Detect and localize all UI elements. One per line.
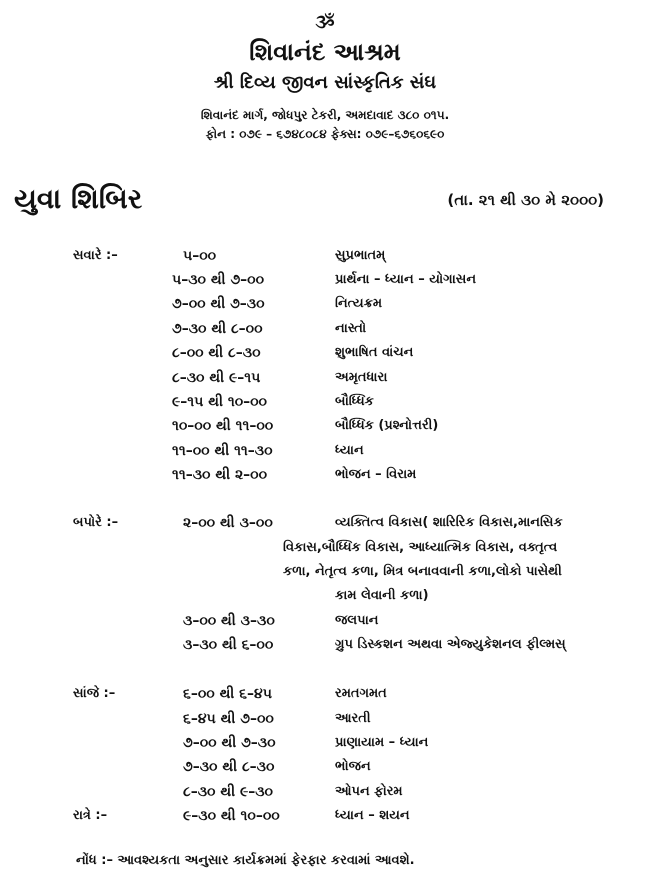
time-range: ૫–૩૦ થી ૭–૦૦ [172, 272, 265, 288]
time-range: ૭–૩૦ થી ૮–૩૦ [183, 759, 275, 775]
organization-subtitle: શ્રી દિવ્ય જીવન સાંસ્કૃતિક સંઘ [213, 72, 437, 93]
time-range: ૫–૦૦ [183, 248, 217, 264]
activity-continuation: વિકાસ,બૌધ્ધિક વિકાસ, આધ્યાત્મિક વિકાસ, વક્તૃત્વ [283, 540, 558, 555]
activity: ભોજન [335, 759, 371, 774]
activity: ધ્યાન – શયન [335, 808, 410, 823]
section-label: રાત્રે :– [73, 808, 108, 823]
section-label: બપોરે :– [73, 515, 119, 530]
time-range: ૯–૧૫ થી ૧૦–૦૦ [172, 394, 267, 410]
time-range: ૩–૩૦ થી ૬–૦૦ [183, 637, 274, 653]
activity: ધ્યાન [335, 443, 364, 458]
time-range: ૩–૦૦ થી ૩–૩૦ [183, 613, 275, 629]
time-range: ૮–૩૦ થી ૯–૩૦ [183, 784, 273, 800]
time-range: ૧૦–૦૦ થી ૧૧–૦૦ [172, 418, 274, 434]
activity: નાસ્તો [335, 321, 367, 336]
activity: પ્રાણાયામ – ધ્યાન [335, 735, 429, 750]
time-range: ૬–૪૫ થી ૭–૦૦ [183, 711, 274, 727]
time-range: ૯–૩૦ થી ૧૦–૦૦ [183, 808, 280, 824]
time-range: ૧૧–૩૦ થી ૨–૦૦ [172, 467, 268, 483]
time-range: ૭–૦૦ થી ૭–૩૦ [183, 735, 276, 751]
activity: વ્યક્તિત્વ વિકાસ( શારિરિક વિકાસ,માનસિક [335, 515, 563, 530]
activity: બૌધ્ધિક [335, 394, 374, 409]
activity: આરતી [335, 711, 371, 726]
activity-continuation: કળા, નેતૃત્વ કળા, મિત્ર બનાવવાની કળા,લોકો પાસેથી [283, 564, 562, 579]
activity: જલપાન [335, 613, 379, 628]
activity: અમૃતધારા [335, 370, 388, 385]
om-symbol: ૐ [315, 12, 335, 33]
time-range: ૧૧–૦૦ થી ૧૧–૩૦ [172, 443, 273, 459]
activity: રમતગમત [335, 686, 387, 701]
time-range: ૮–૦૦ થી ૮–૩૦ [172, 345, 261, 361]
time-range: ૨–૦૦ થી ૩–૦૦ [183, 515, 273, 531]
activity: સુપ્રભાતમ્ [335, 248, 386, 263]
activity: ગ્રુપ ડિસ્કશન અથવા એજ્યુકેશનલ ફીલ્મસ્ [335, 637, 566, 652]
note: નોંધ :– આવશ્યકતા અનુસાર કાર્યક્રમમાં ફેરફાર કરવામાં આવશે. [76, 853, 415, 868]
event-title: યુવા શિબિર [14, 182, 143, 215]
event-dates: (તા. ૨૧ થી ૩૦ મે ૨૦૦૦) [447, 191, 604, 209]
activity: બૌધ્ધિક (પ્રશ્નોત્તરી) [335, 418, 439, 433]
time-range: ૮–૩૦ થી ૯–૧૫ [172, 370, 261, 386]
section-label: સાંજે :– [73, 686, 116, 701]
section-label: સવારે :– [73, 248, 118, 263]
activity: શુભાષિત વાંચન [335, 345, 414, 360]
activity: નિત્યક્રમ [335, 296, 383, 311]
organization-name: શિવાનંદ આશ્રમ [249, 38, 401, 66]
activity-continuation: કામ લેવાની કળા) [335, 588, 429, 603]
activity: ભોજન – વિરામ [335, 467, 417, 482]
activity: પ્રાર્થના – ધ્યાન – યોગાસન [335, 272, 477, 287]
organization-address: શિવાનંદ માર્ગ, જોધપુર ટેકરી, અમદાવાદ ૩૮૦ ૦૧૫. [200, 108, 450, 122]
time-range: ૭–૩૦ થી ૮–૦૦ [172, 321, 263, 337]
time-range: ૭–૦૦ થી ૭–૩૦ [172, 296, 265, 312]
time-range: ૬–૦૦ થી ૬–૪૫ [183, 686, 272, 702]
organization-phone: ફોન : ૦૭૯ – ૬૭૪૮૦૮૪ ફેક્સ: ૦૭૯–૬૭૬૦૬૯૦ [205, 127, 445, 141]
activity: ઓપન ફોરમ [335, 784, 403, 799]
